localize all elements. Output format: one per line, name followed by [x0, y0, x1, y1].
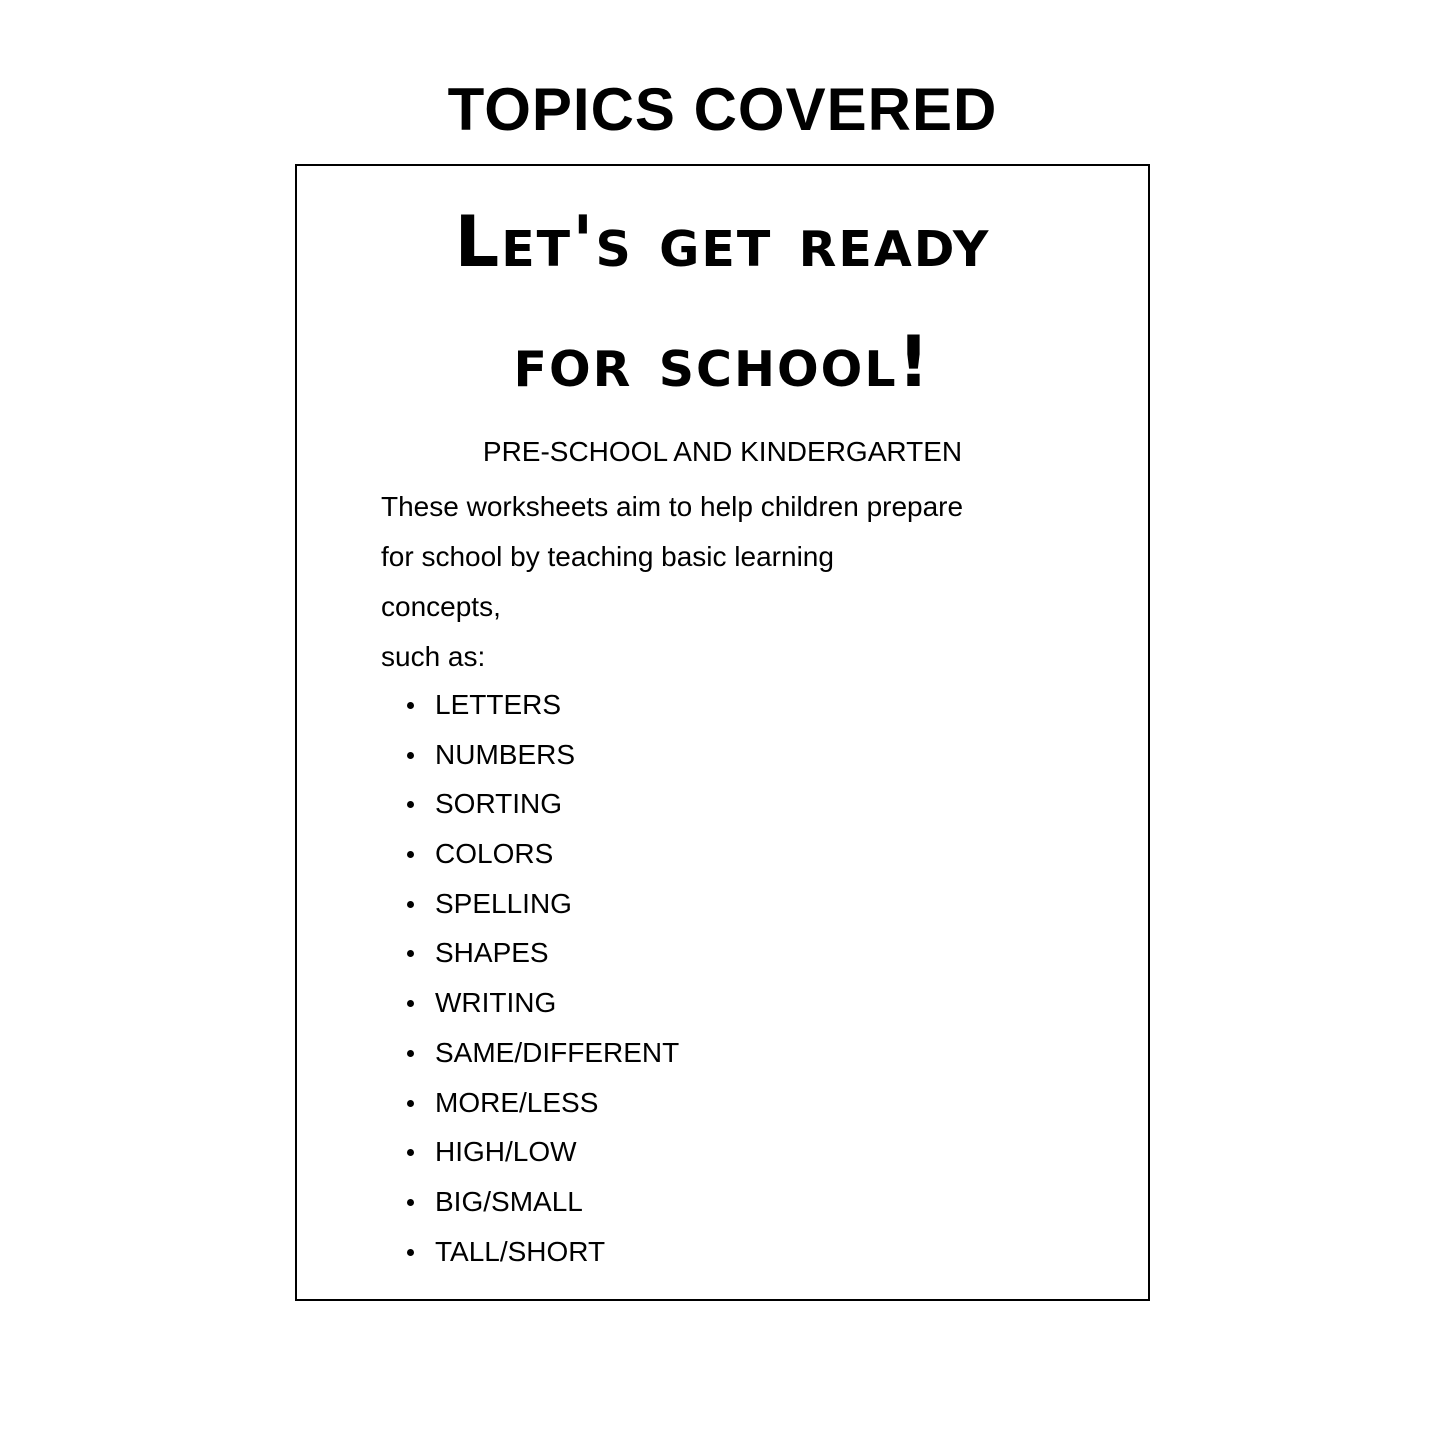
- bullet-icon: [407, 901, 414, 908]
- bullet-icon: [407, 1000, 414, 1007]
- card-title-line-1: Let's get ready: [454, 201, 991, 283]
- topic-label: NUMBERS: [435, 738, 576, 770]
- list-item: [381, 928, 679, 978]
- list-item: [381, 779, 679, 829]
- list-item: [381, 680, 679, 730]
- topic-label: SHAPES: [435, 937, 549, 969]
- bullet-icon: [407, 1199, 414, 1206]
- topic-label: SORTING: [435, 788, 563, 820]
- intro-line: These worksheets aim to help children prepare: [381, 491, 964, 522]
- list-item: [381, 879, 679, 929]
- bullet-icon: [407, 752, 414, 759]
- topic-label: TALL/SHORT: [435, 1235, 606, 1267]
- list-item: [381, 1177, 679, 1227]
- bullet-icon: [407, 1050, 414, 1057]
- bullet-icon: [407, 1249, 414, 1256]
- topic-label: MORE/LESS: [435, 1086, 599, 1118]
- topics-card: [295, 164, 1150, 1301]
- list-item: [381, 730, 679, 780]
- intro-line: for school by teaching basic learning: [381, 541, 834, 572]
- bullet-icon: [407, 1149, 414, 1156]
- intro-paragraph: [381, 482, 1041, 682]
- bullet-icon: [407, 801, 414, 808]
- bullet-icon: [407, 851, 414, 858]
- card-subtitle: [297, 434, 1148, 470]
- topic-label: WRITING: [435, 987, 557, 1019]
- list-item: [381, 1078, 679, 1128]
- bullet-icon: [407, 950, 414, 957]
- card-subtitle-text: PRE-SCHOOL AND KINDERGARTEN: [482, 436, 963, 467]
- intro-line: such as:: [381, 641, 486, 672]
- page-heading: TOPICS COVERED: [447, 76, 998, 143]
- intro-line: concepts,: [381, 591, 501, 622]
- bullet-icon: [407, 702, 414, 709]
- topic-label: SPELLING: [435, 887, 572, 919]
- list-item: [381, 978, 679, 1028]
- topics-list: [381, 680, 679, 1276]
- card-title-line-2: for school!: [513, 321, 932, 403]
- topic-label: BIG/SMALL: [435, 1185, 583, 1217]
- list-item: [381, 1227, 679, 1277]
- list-item: [381, 1127, 679, 1177]
- topic-label: SAME/DIFFERENT: [435, 1036, 680, 1068]
- list-item: [381, 1028, 679, 1078]
- bullet-icon: [407, 1100, 414, 1107]
- topic-label: HIGH/LOW: [435, 1136, 577, 1168]
- topic-label: COLORS: [435, 838, 554, 870]
- list-item: [381, 829, 679, 879]
- topic-label: LETTERS: [435, 689, 562, 720]
